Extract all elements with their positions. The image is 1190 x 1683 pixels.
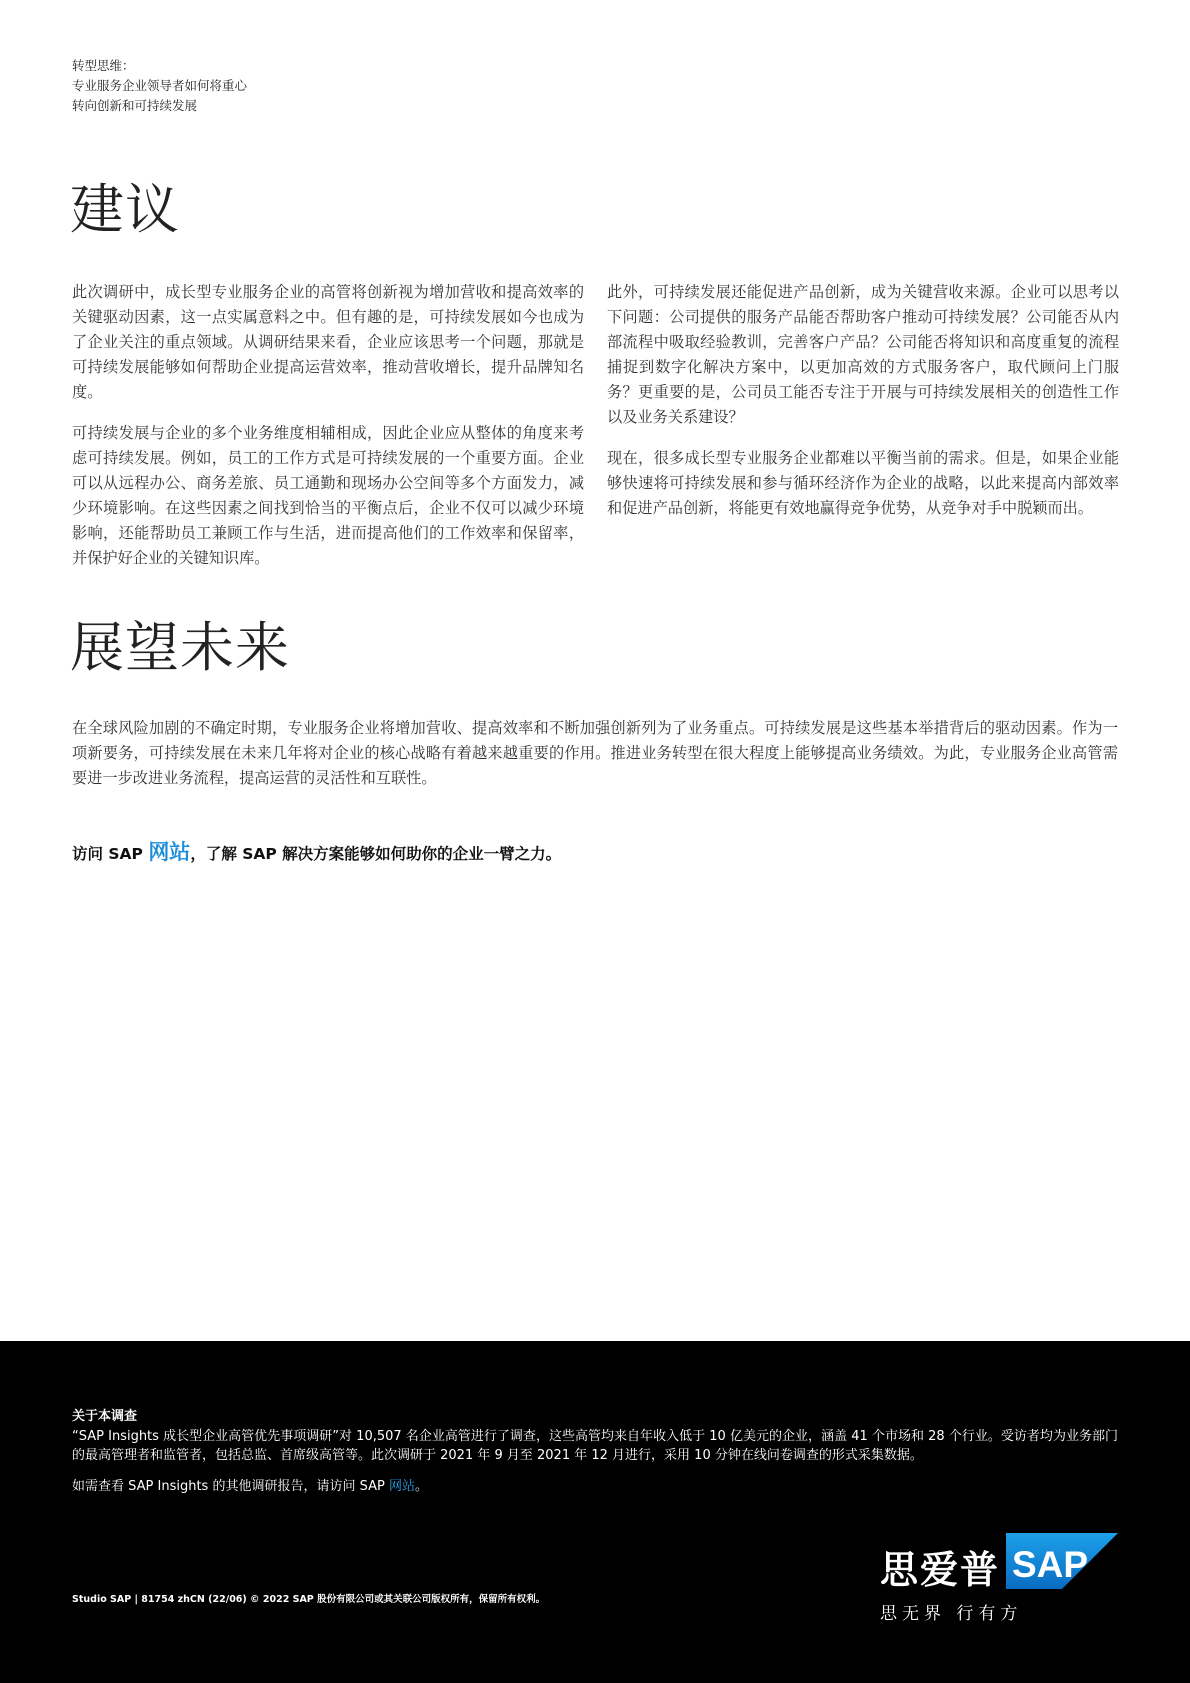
header-line-1: 转型思维： — [72, 58, 135, 73]
header-line-3: 转向创新和可持续发展 — [72, 98, 198, 113]
recommendations-right-paragraph-2: 现在，很多成长型专业服务企业都难以平衡当前的需求。但是，如果企业能够快速将可持续发展和参与循环经济作为企业的战略，以此来提高内部效率和促进产品创新，将能更有效地赢得竞争优势，从竞争对手中脱颖而出。 — [607, 449, 1119, 517]
more-reports-text — [72, 1475, 428, 1494]
document-header — [72, 56, 247, 116]
header-line-2: 专业服务企业领导者如何将重心 — [72, 78, 248, 93]
cta-suffix: ，了解 SAP 解决方案能够如何助你的企业一臂之力。 — [190, 845, 562, 863]
cta-prefix: 访问 SAP — [72, 845, 149, 863]
outlook-title: 展望未来 — [70, 616, 290, 679]
more-reports-prefix: 如需查看 SAP Insights 的其他调研报告，请访问 SAP — [72, 1479, 389, 1494]
recommendations-right-paragraph-1: 此外，可持续发展还能促进产品创新，成为关键营收来源。企业可以思考以下问题：公司提供的服务产品能否帮助客户推动可持续发展？公司能否从内部流程中吸取经验教训，完善客户产品？公司能否将知识和高度重复的流程捕捉到数字化解决方案中，以更加高效的方式服务客户，取代顾问上门服务？更重要的是，公司员工能否专注于开展与可持续发展相关的创造性工作以及业务关系建设？ — [607, 283, 1119, 426]
recommendations-right-column — [607, 280, 1119, 537]
recommendations-left-column — [72, 280, 584, 587]
recommendations-title: 建议 — [70, 178, 180, 241]
call-to-action — [72, 836, 561, 866]
more-reports-suffix: 。 — [414, 1479, 428, 1494]
sap-logo-icon — [1006, 1533, 1118, 1589]
footer — [0, 1341, 1190, 1683]
cta-website-link[interactable]: 网站 — [148, 840, 191, 864]
recommendations-left-paragraph-2: 可持续发展与企业的多个业务维度相辅相成，因此企业应从整体的角度来考虑可持续发展。例如，员工的工作方式是可持续发展的一个重要方面。企业可以从远程办公、商务差旅、员工通勤和现场办公空间等多个方面发力，减少环境影响。在这些因素之间找到恰当的平衡点后，企业不仅可以减少环境影响，还能帮助员工兼顾工作与生活，进而提高他们的工作效率和保留率，并保护好企业的关键知识库。 — [72, 424, 584, 567]
recommendations-left-paragraph-1: 此次调研中，成长型专业服务企业的高管将创新视为增加营收和提高效率的关键驱动因素，这一点实属意料之中。但有趣的是，可持续发展如今也成为了企业关注的重点领域。从调研结果来看，企业应该思考一个问题，那就是可持续发展能够如何帮助企业提高运营效率，推动营收增长，提升品牌知名度。 — [72, 283, 584, 401]
survey-description: “SAP Insights 成长型企业高管优先事项调研”对 10,507 名企业高管进行了调查，这些高管均来自年收入低于 10 亿美元的企业，涵盖 41 个市场和 28 个行业。受访者均为业务部门的最高管理者和监管者，包括总监、首席级高管等。此次调研于 2021 年 9 月至 2021 年 12 月进行，采用 10 分钟在线问卷调查的形式采集数据。 — [72, 1429, 1118, 1463]
sap-slogan: 思无界 行有方 — [880, 1604, 1023, 1624]
sap-logo-text: SAP — [1012, 1544, 1089, 1585]
sap-chinese-logo: 思爱普 — [880, 1548, 1001, 1592]
more-reports-link[interactable]: 网站 — [388, 1479, 415, 1494]
survey-title: 关于本调查 — [72, 1409, 138, 1424]
outlook-paragraph: 在全球风险加剧的不确定时期，专业服务企业将增加营收、提高效率和不断加强创新列为了业务重点。可持续发展是这些基本举措背后的驱动因素。作为一项新要务，可持续发展在未来几年将对企业的核心战略有着越来越重要的作用。推进业务转型在很大程度上能够提高业务绩效。为此，专业服务企业高管需要进一步改进业务流程，提高运营的灵活性和互联性。 — [72, 719, 1118, 787]
copyright: Studio SAP | 81754 zhCN (22/06) © 2022 SAP 股份有限公司或其关联公司版权所有，保留所有权利。 — [72, 1594, 546, 1605]
